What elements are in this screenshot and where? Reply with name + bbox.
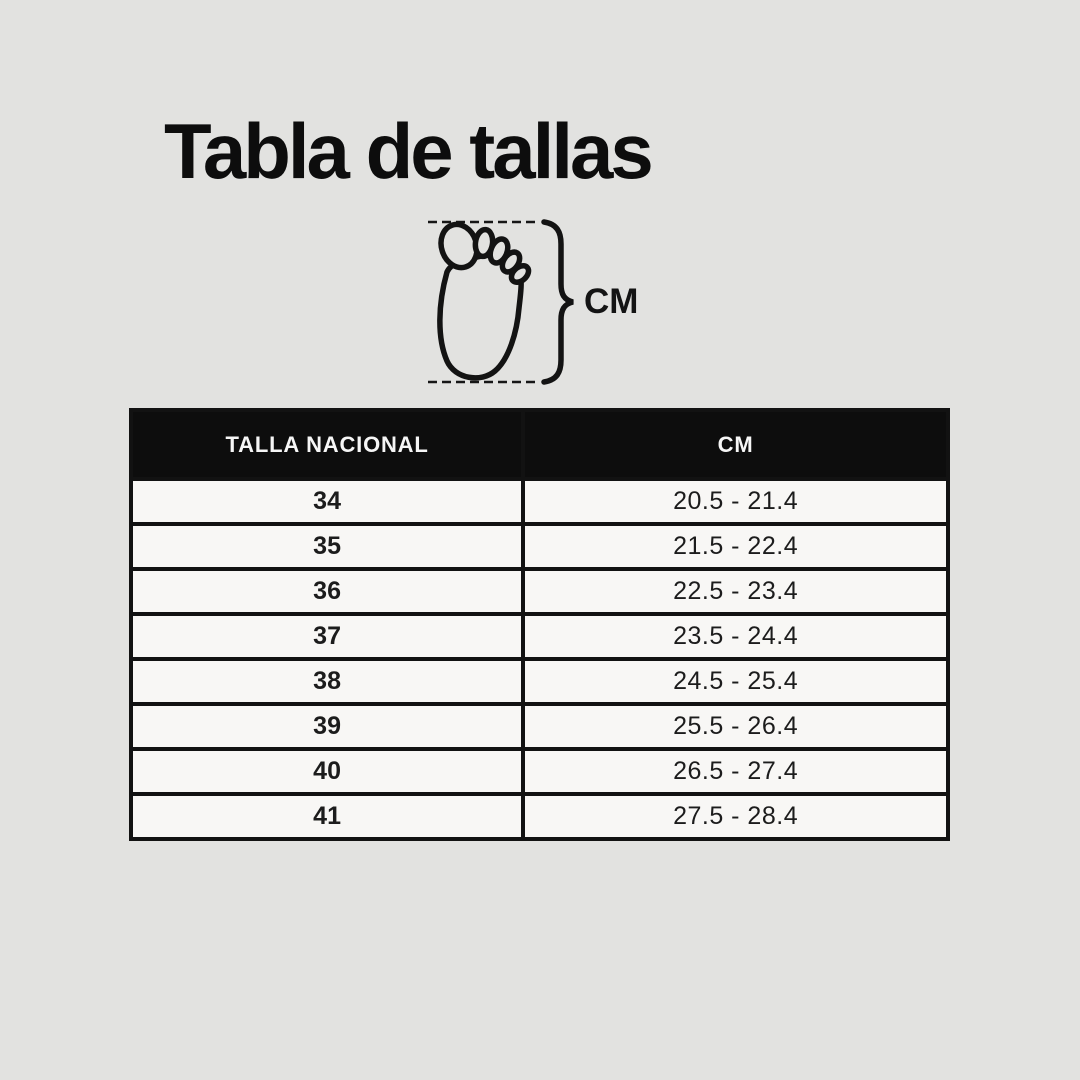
table-row <box>131 659 948 704</box>
cm-range-cell: 25.5 - 26.4 <box>523 704 948 749</box>
table-row <box>131 749 948 794</box>
cm-range-cell: 22.5 - 23.4 <box>523 569 948 614</box>
cm-range-cell: 27.5 - 28.4 <box>523 794 948 839</box>
column-header-cm: CM <box>523 410 948 479</box>
table-header-row <box>131 410 948 479</box>
table-row <box>131 479 948 524</box>
page-title: Tabla de tallas <box>164 107 651 195</box>
table-row <box>131 704 948 749</box>
size-cell: 39 <box>131 704 523 749</box>
table-row <box>131 569 948 614</box>
table-row <box>131 524 948 569</box>
size-cell: 37 <box>131 614 523 659</box>
size-cell: 35 <box>131 524 523 569</box>
size-cell: 36 <box>131 569 523 614</box>
cm-range-cell: 24.5 - 25.4 <box>523 659 948 704</box>
size-table <box>129 408 950 841</box>
column-header-talla-nacional: TALLA NACIONAL <box>131 410 523 479</box>
size-cell: 40 <box>131 749 523 794</box>
cm-range-cell: 21.5 - 22.4 <box>523 524 948 569</box>
table-row <box>131 614 948 659</box>
measurement-unit-label: CM <box>584 282 639 321</box>
foot-outline <box>436 220 532 378</box>
cm-range-cell: 26.5 - 27.4 <box>523 749 948 794</box>
curly-brace-icon <box>544 222 573 382</box>
foot-measurement-figure <box>420 208 680 392</box>
table-row <box>131 794 948 839</box>
size-cell: 38 <box>131 659 523 704</box>
cm-range-cell: 20.5 - 21.4 <box>523 479 948 524</box>
size-cell: 41 <box>131 794 523 839</box>
cm-range-cell: 23.5 - 24.4 <box>523 614 948 659</box>
size-cell: 34 <box>131 479 523 524</box>
